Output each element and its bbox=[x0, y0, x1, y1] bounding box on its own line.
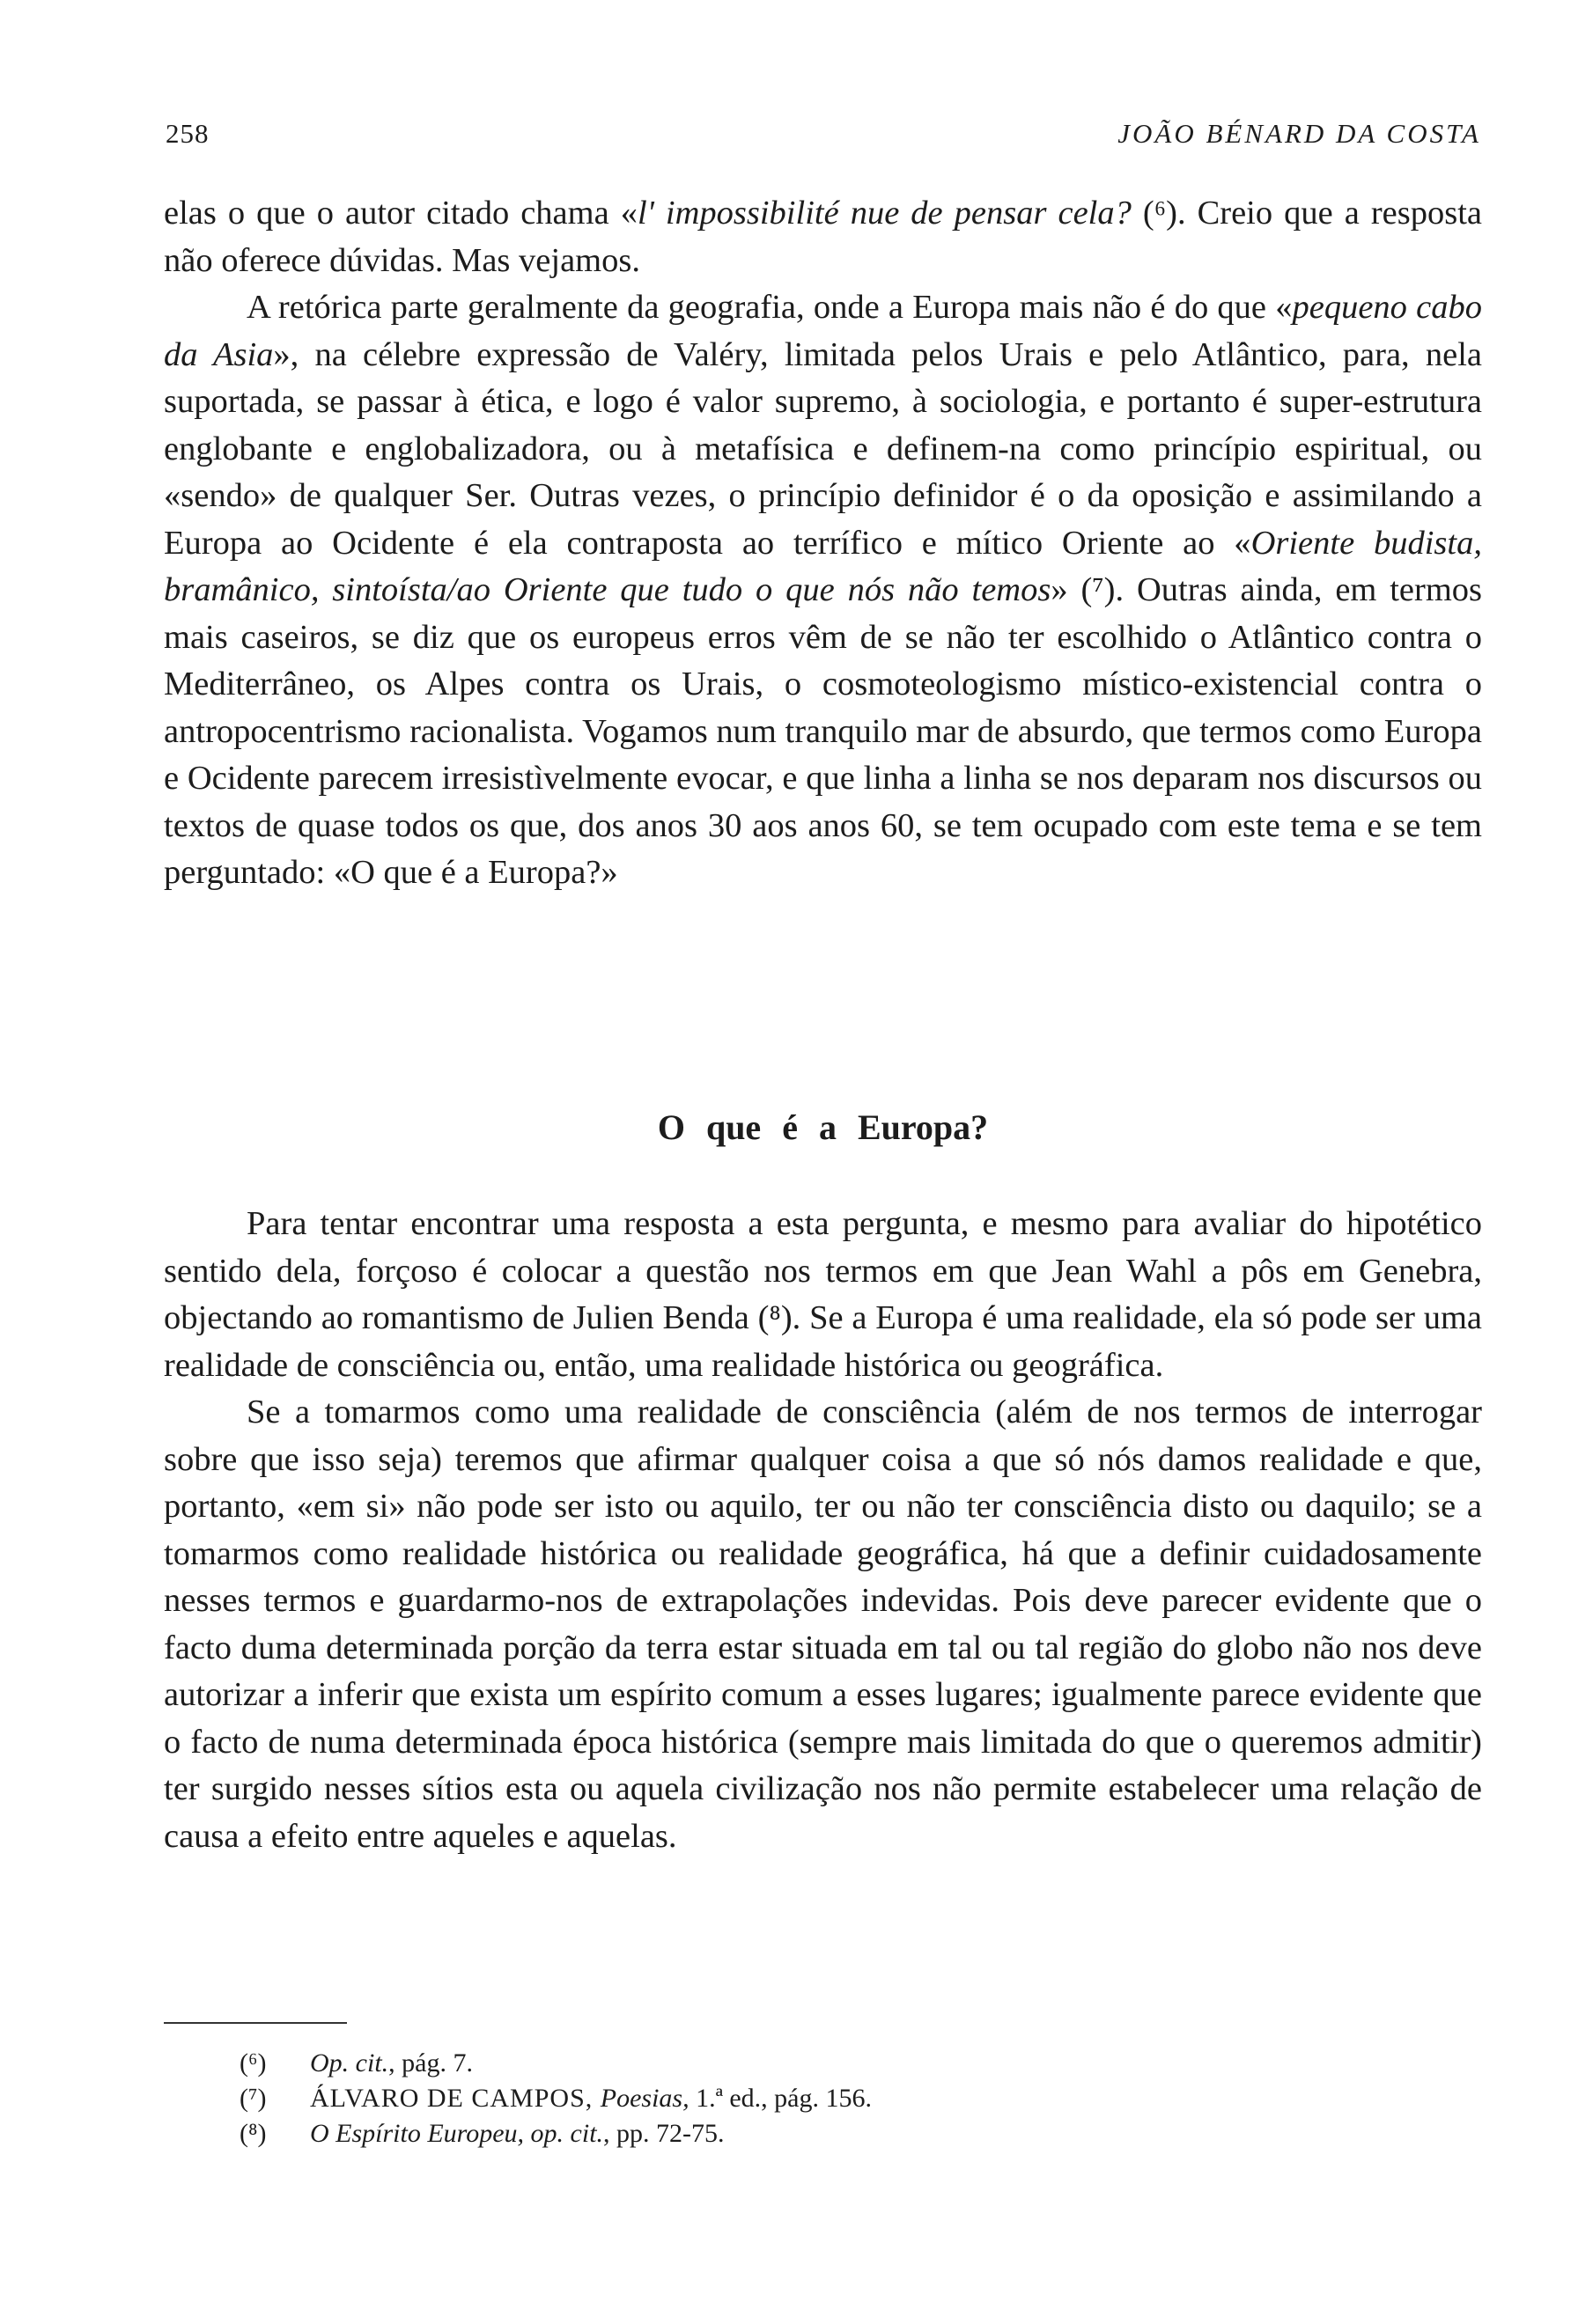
footnote: (⁶) Op. cit., pág. 7. bbox=[240, 2046, 872, 2081]
footnote-divider bbox=[164, 2022, 347, 2024]
footnote: (⁷) ÁLVARO DE CAMPOS, Poesias, 1.ª ed., pág. 156. bbox=[240, 2081, 872, 2116]
footnote-mark: (⁸) bbox=[240, 2119, 267, 2148]
body-text-top bbox=[164, 190, 1482, 897]
paragraph-3: Para tentar encontrar uma resposta a esta pergunta, e mesmo para avaliar do hipotético sentido dela, forçoso é colocar a questão nos termos em que Jean Wahl a pôs em Genebra, objectando ao romantismo de Julien Benda (⁸). Se a Europa é uma realidade, ela só pode ser uma realidade de consciência ou, então, uma realidade histórica ou geográfica. bbox=[164, 1205, 1482, 1384]
footnote-mark: (⁶) bbox=[240, 2048, 267, 2078]
footnotes bbox=[240, 2046, 872, 2151]
paragraph-4: Se a tomarmos como uma realidade de consciência (além de nos termos de interrogar sobre que isso seja) teremos que afirmar qualquer coisa a que só nós damos realidade e que, portanto, «em si» não pode ser isto ou aquilo, ter ou não ter consciência disto ou daquilo; se a tomarmos como realidade histórica ou realidade geográfica, há que a definir cuidadosamente nesses termos e guardarmo-nos de extrapolações indevidas. Pois deve parecer evidente que o facto duma determinada porção da terra estar situada em tal ou tal região do globo não nos deve autorizar a inferir que exista um espírito comum a esses lugares; igualmente parece evidente que o facto de numa determinada época histórica (sempre mais limitada do que o queremos admitir) ter surgido nesses sítios esta ou aquela civilização nos não permite estabelecer uma relação de causa a efeito entre aqueles e aquelas. bbox=[164, 1394, 1482, 1855]
footnote-mark: (⁷) bbox=[240, 2084, 267, 2113]
running-head: JOÃO BÉNARD DA COSTA bbox=[1117, 118, 1481, 149]
section-heading: O que é a Europa? bbox=[657, 1107, 989, 1147]
paragraph-2: A retórica parte geralmente da geografia, onde a Europa mais não é do que «pequeno cabo da Asia», na célebre expressão de Valéry, limitada pelos Urais e pelo Atlântico, para, nela suportada, se passar à ética, e logo é valor supremo, à sociologia, e portanto é super-estrutura englobante e englobalizadora, ou à metafísica e definem-na como princípio espiritual, ou «sendo» de qualquer Ser. Outras vezes, o princípio definidor é o da oposição e assimilando a Europa ao Ocidente é ela contraposta ao terrífico e mítico Oriente ao «Oriente budista, bramânico, sintoísta/ao Oriente que tudo o que nós não temos» (⁷). Outras ainda, em termos mais caseiros, se diz que os europeus erros vêm de se não ter escolhido o Atlântico contra o Mediterrâneo, os Alpes contra os Urais, o cosmoteologismo místico-existencial contra o antropocentrismo racionalista. Vogamos num tranquilo mar de absurdo, que termos como Europa e Ocidente parecem irresistìvelmente evocar, e que linha a linha se nos deparam nos discursos ou textos de quase todos os que, dos anos 30 aos anos 60, se tem ocupado com este tema e se tem perguntado: «O que é a Europa?» bbox=[164, 289, 1482, 891]
page-header bbox=[166, 113, 1481, 157]
footnote: (⁸) O Espírito Europeu, op. cit., pp. 72-75. bbox=[240, 2116, 872, 2151]
body-text-bottom bbox=[164, 1201, 1482, 1860]
paragraph-1: elas o que o autor citado chama «l' impossibilité nue de pensar cela? (⁶). Creio que a resposta não oferece dúvidas. Mas vejamos. bbox=[164, 195, 1482, 279]
page-number: 258 bbox=[166, 118, 210, 149]
